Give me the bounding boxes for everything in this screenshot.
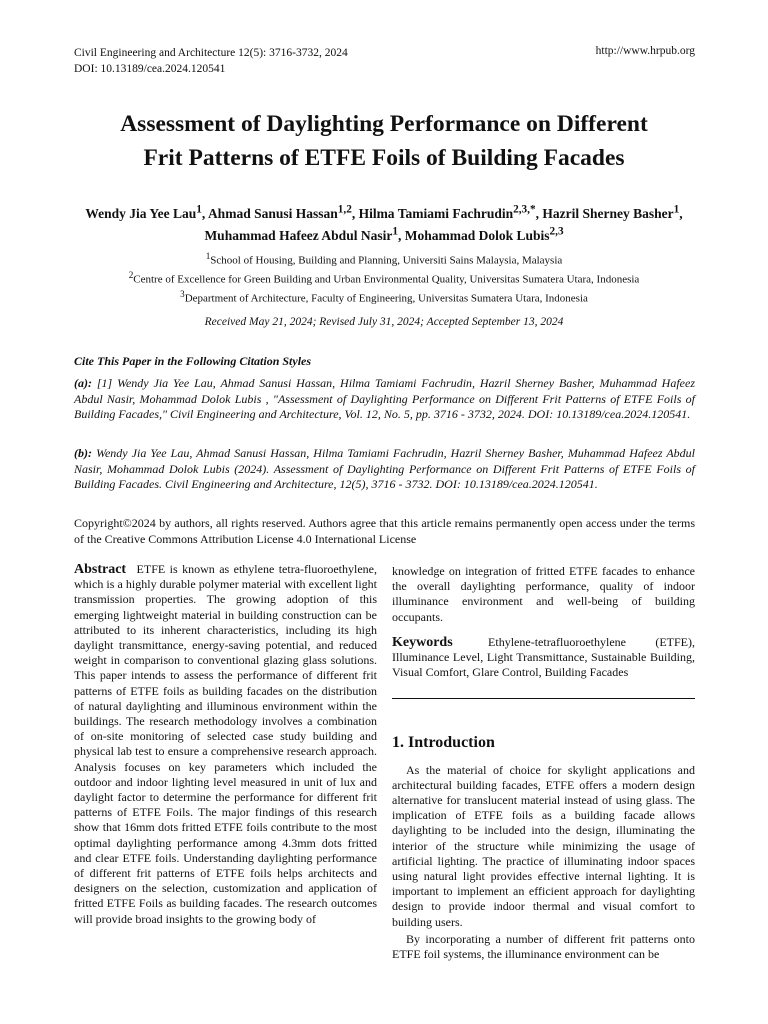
affiliation: $^3$Department of Architecture, Faculty of Engineering, Universitas Sumatera Utara, Indonesia — [180, 289, 588, 305]
keywords — [392, 635, 695, 681]
affiliation: $^2$Centre of Excellence for Green Building and Urban Environmental Quality, Universitas Sumatera Utara, Indonesia — [128, 270, 640, 286]
abstract-heading: Abstract — [74, 562, 127, 577]
title-line-2: Frit Patterns of ETFE Foils of Building Facades — [143, 145, 625, 171]
abstract — [74, 562, 377, 927]
author: Wendy Jia Yee Lau$^1$, — [85, 203, 208, 221]
author: Ahmad Sanusi Hassan$^{1,2}$, — [207, 203, 359, 221]
affiliation: $^1$School of Housing, Building and Planning, Universiti Sains Malaysia, Malaysia — [205, 251, 563, 267]
affiliations — [40, 249, 728, 306]
left-column — [74, 562, 377, 927]
abstract-text: ETFE is known as ethylene tetra-fluoroethylene, which is a highly durable polymer material with excellent light transmission properties. The growing adoption of this emerging lightweight material in building construction can be attributed to its inherent characteristics, including its high daylight transmittance, energy-saving potential, and reduced weight in comparison to conventional glazing glass solutions. This paper intends to assess the performance of different frit patterns of ETFE foils as building facades on the distribution of natural daylighting and illuminous environment within the buildings. The research methodology involves a combination of on-site monitoring of selected case study building and physical lab test to ensure a comprehensive research approach. Analysis focuses on key parameters which included the outdoor and indoor lighting level measured in unit of lux and daylight factor to determine the performance for different frit patterns of ETFE Foils. The major findings of this research show that 16mm dots fritted ETFE foils contribute to the most optimal daylighting performance among 4.3mm dots fritted and clear ETFE foils. Understanding daylighting performance of different frit patterns of ETFE foils helps architects and designers on the selection, customization and application of fritted ETFE Foils as building facades. The research outcomes will provide broad insights to the growing body of — [74, 562, 377, 926]
abstract-continued: knowledge on integration of fritted ETFE facades to enhance the overall daylighting performance, quality of indoor illuminance environment and well-being of building occupants. — [392, 564, 695, 624]
citation-style-a — [74, 376, 695, 423]
author-list — [50, 200, 718, 245]
author: Hazril Sherney Basher$^1$, — [542, 203, 683, 221]
citation-style-b — [74, 446, 695, 493]
citation-b-text: Wendy Jia Yee Lau, Ahmad Sanusi Hassan, Hilma Tamiami Fachrudin, Hazril Sherney Basher, Muhammad Hafeez Abdul Nasir, Mohammad Dolok Lubis (2024). Assessment of Daylighting Performance on Different Frit Patterns of ETFE Foils of Building Facades. Civil Engineering and Architecture, 12(5), 3716 - 3732. DOI: 10.13189/cea.2024.120541. — [74, 446, 696, 491]
citation-heading: Cite This Paper in the Following Citation Styles — [74, 354, 312, 368]
journal-header — [74, 45, 348, 77]
citation-b-label: (b): — [74, 446, 92, 460]
right-column — [392, 564, 695, 962]
introduction-paragraph: As the material of choice for skylight applications and architectural building facades, ETFE offers a modern design alternative for translucent material instead of using glass. The implication of ETFE foils as a building facade allows daylighting to be included into the design, illuminating the interior of the structure while minimizing the usage of artificial lighting. The practice of illuminating indoor spaces using natural light provides effective internal lighting. It is important to implement an efficient approach for daylighting design to provide indoor thermal and visual comfort to building users. — [392, 762, 695, 929]
journal-url-link[interactable]: http://www.hrpub.org — [595, 45, 695, 57]
section-divider — [392, 698, 695, 699]
paper-title — [40, 107, 728, 175]
author: Muhammad Hafeez Abdul Nasir$^1$, — [204, 225, 405, 243]
author: Hilma Tamiami Fachrudin$^{2,3,*}$, — [358, 203, 543, 221]
title-line-1: Assessment of Daylighting Performance on Different — [120, 111, 648, 137]
keywords-heading: Keywords — [392, 634, 453, 650]
copyright-notice: Copyright©2024 by authors, all rights reserved. Authors agree that this article remains permanently open access under the terms of the Creative Commons Attribution License 4.0 International License — [74, 516, 695, 546]
journal-citation: Civil Engineering and Architecture 12(5): 3716-3732, 2024 — [74, 47, 348, 59]
introduction-paragraph: By incorporating a number of different frit patterns onto ETFE foil systems, the illuminance environment can be — [392, 931, 695, 962]
citation-a-label: (a): — [74, 376, 92, 390]
keywords-text: Ethylene-tetrafluoroethylene (ETFE), Illuminance Level, Light Transmittance, Sustainable Building, Visual Comfort, Glare Control, Building Facades — [392, 634, 696, 680]
citation-a-text: [1] Wendy Jia Yee Lau, Ahmad Sanusi Hassan, Hilma Tamiami Fachrudin, Hazril Sherney Basher, Muhammad Hafeez Abdul Nasir, Mohammad Dolok Lubis , "Assessment of Daylighting Performance on Different Frit Patterns of ETFE Foils of Building Facades," Civil Engineering and Architecture, Vol. 12, No. 5, pp. 3716 - 3732, 2024. DOI: 10.13189/cea.2024.120541. — [74, 376, 696, 421]
doi: DOI: 10.13189/cea.2024.120541 — [74, 63, 226, 75]
author: Mohammad Dolok Lubis$^{2,3}$ — [404, 225, 564, 243]
introduction-heading: 1. Introduction — [392, 734, 495, 752]
received-dates: Received May 21, 2024; Revised July 31, 2024; Accepted September 13, 2024 — [204, 316, 564, 328]
